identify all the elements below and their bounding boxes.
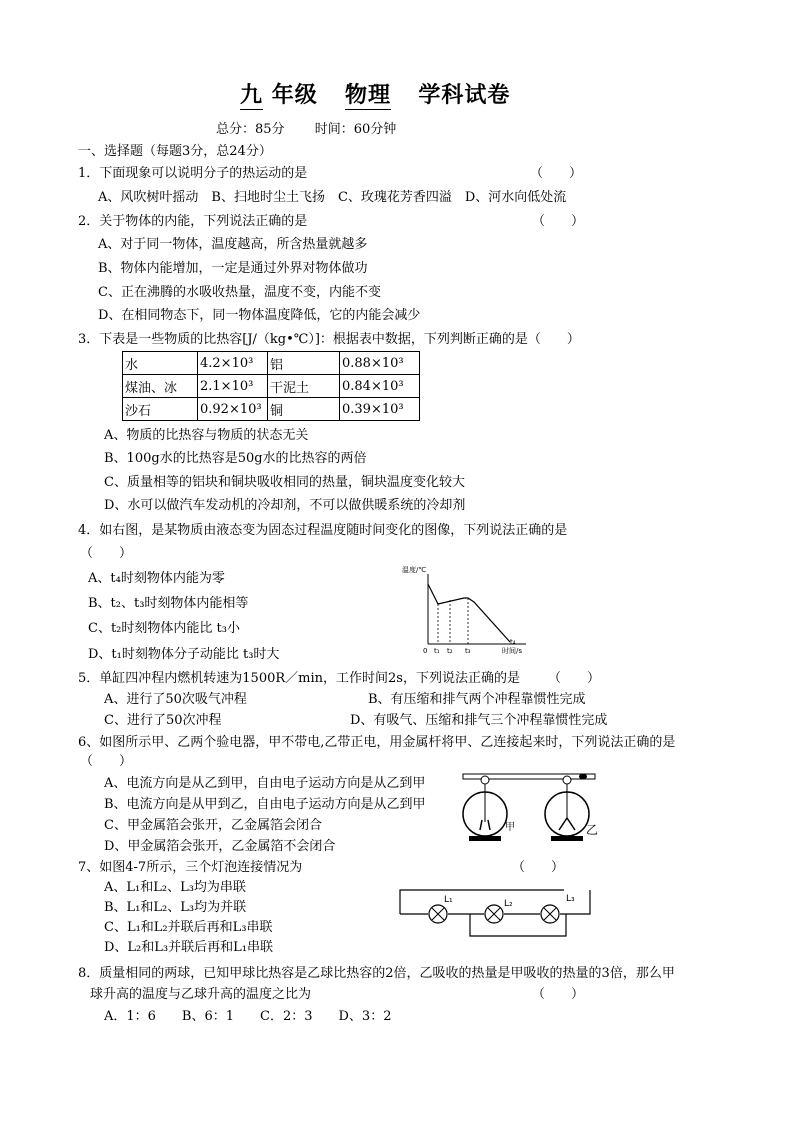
q1-stem: 1．下面现象可以说明分子的热运动的是 — [78, 166, 308, 181]
q2-answer-bracket: （ ） — [532, 214, 585, 229]
graph-ylabel: 温度/℃ — [402, 566, 427, 574]
electroscope-jia-ball — [481, 776, 489, 784]
q8-options: A．1：6 B、6：1 C．2：3 D、3：2 — [104, 1009, 392, 1024]
q3-option-b: B、100g水的比热容是50g水的比热容的两倍 — [104, 451, 367, 466]
q8-stem-continued: 球升高的温度与乙球升高的温度之比为 — [90, 987, 312, 1002]
q6-option-d: D、甲金属箔会张开，乙金属箔不会闭合 — [104, 839, 336, 854]
temperature-curve — [428, 584, 510, 642]
table-cell: 水 — [123, 352, 198, 375]
q8-answer-bracket: （ ） — [532, 987, 585, 1002]
q5-option-b: B、有压缩和排气两个冲程靠惯性完成 — [368, 692, 586, 707]
table-cell: 0.84×10³ — [340, 375, 420, 398]
tick-label: t₃ — [465, 647, 471, 655]
electroscope-yi-base — [551, 836, 583, 841]
label-yi: 乙 — [586, 823, 599, 837]
title-grade-unit: 年级 — [271, 82, 318, 108]
q3-option-a: A、物质的比热容与物质的状态无关 — [104, 428, 309, 443]
q4-option-c: C、t₂时刻物体内能比 t₃小 — [88, 621, 240, 636]
table-row — [123, 398, 420, 421]
specific-heat-table — [122, 351, 420, 421]
q7-stem: 7、如图4-7所示，三个灯泡连接情况为 — [78, 860, 303, 875]
label-jia: 甲 — [505, 822, 515, 833]
q2-option-b: B、物体内能增加，一定是通过外界对物体做功 — [98, 261, 368, 276]
exam-time: 时间：60分钟 — [314, 122, 397, 137]
q3-option-c: C、质量相等的铝块和铜块吸收相同的热量，铜块温度变化较大 — [104, 475, 465, 490]
rod-handle — [579, 774, 587, 780]
q7-option-d: D、L₂和L₃并联后再和L₁串联 — [104, 940, 273, 955]
q2-option-a: A、对于同一物体，温度越高，所含热量就越多 — [98, 237, 368, 252]
q5-stem: 5．单缸四冲程内燃机转速为1500R／min，工作时间2s，下列说法正确的是 — [78, 671, 520, 686]
electroscope-figure — [455, 770, 599, 850]
tick-label: t₁ — [434, 647, 440, 655]
table-cell: 铜 — [268, 398, 340, 421]
q6-option-b: B、电流方向是从甲到乙，自由电子运动方向是从乙到甲 — [104, 797, 426, 812]
tick-label: t₄ — [510, 638, 516, 646]
q7-option-b: B、L₁和L₂、L₃均为并联 — [104, 900, 247, 915]
q5-option-c: C、进行了50次冲程 — [104, 713, 222, 728]
q7-option-c: C、L₁和L₂并联后再和L₃串联 — [104, 920, 273, 935]
q5-option-d: D、有吸气、压缩和排气三个冲程靠惯性完成 — [350, 713, 608, 728]
table-cell: 2.1×10³ — [198, 375, 268, 398]
q6-stem: 6、如图所示甲、乙两个验电器，甲不带电,乙带正电，用金属杆将甲、乙连接起来时，下列说法正确的是 — [78, 735, 676, 750]
table-cell: 4.2×10³ — [198, 352, 268, 375]
lamp-l2-icon — [485, 905, 503, 923]
graph-origin: 0 — [423, 647, 428, 655]
table-row — [123, 352, 420, 375]
exam-info — [216, 118, 396, 137]
title-paper-type: 学科试卷 — [418, 82, 511, 108]
q6-option-a: A、电流方向是从乙到甲，自由电子运动方向是从乙到甲 — [104, 776, 426, 791]
table-cell: 0.92×10³ — [198, 398, 268, 421]
q8-stem: 8．质量相同的两球，已知甲球比热容是乙球比热容的2倍，乙吸收的热量是甲吸收的热量的3倍，那么甲 — [78, 966, 675, 981]
q4-option-a: A、t₄时刻物体内能为零 — [88, 571, 225, 586]
electroscope-yi-ball — [563, 776, 571, 784]
q2-stem: 2．关于物体的内能，下列说法正确的是 — [78, 214, 308, 229]
label-l2: L₂ — [504, 899, 513, 909]
table-cell: 铝 — [268, 352, 340, 375]
lamp-l3-icon — [541, 905, 559, 923]
table-cell: 煤油、冰 — [123, 375, 198, 398]
total-score: 总分：85分 — [216, 122, 285, 137]
q4-option-b: B、t₂、t₃时刻物体内能相等 — [88, 596, 249, 611]
q1-options: A、风吹树叶摇动 B、扫地时尘土飞扬 C、玫瑰花芳香四溢 D、河水向低处流 — [98, 190, 567, 205]
tick-label: t₂ — [447, 647, 453, 655]
q7-option-a: A、L₁和L₂、L₃均为串联 — [104, 880, 246, 895]
q4-stem: 4．如右图，是某物质由液态变为固态过程温度随时间变化的图像，下列说法正确的是 — [78, 523, 568, 538]
q4-answer-bracket: （ ） — [80, 546, 133, 561]
exam-title — [240, 78, 510, 109]
electroscope-jia-base — [469, 836, 501, 841]
table-cell: 0.39×10³ — [340, 398, 420, 421]
label-l1: L₁ — [444, 895, 453, 905]
table-cell: 沙石 — [123, 398, 198, 421]
q6-answer-bracket: （ ） — [80, 754, 133, 769]
title-grade: 九 — [240, 82, 264, 108]
table-row — [123, 375, 420, 398]
q6-option-c: C、甲金属箔会张开，乙金属箔会闭合 — [104, 818, 322, 833]
section-title: 一、选择题（每题3分，总24分） — [78, 144, 272, 159]
q7-answer-bracket: （ ） — [512, 860, 565, 875]
label-l3: L₃ — [566, 894, 575, 904]
title-subject: 物理 — [345, 82, 392, 108]
q3-option-d: D、水可以做汽车发动机的冷却剂，不可以做供暖系统的冷却剂 — [104, 498, 466, 513]
q3-stem: 3．下表是一些物质的比热容[J/（kg•℃）]：根据表中数据，下列判断正确的是（ ） — [78, 332, 580, 347]
q5-option-a: A、进行了50次吸气冲程 — [104, 692, 247, 707]
q4-option-d: D、t₁时刻物体分子动能比 t₃时大 — [88, 647, 280, 662]
q5-answer-bracket: （ ） — [548, 671, 601, 686]
q1-answer-bracket: （ ） — [530, 166, 583, 181]
table-cell: 0.88×10³ — [340, 352, 420, 375]
q2-option-c: C、正在沸腾的水吸收热量，温度不变，内能不变 — [98, 285, 381, 300]
lamp-l1-icon — [429, 905, 447, 923]
lamp-circuit-figure — [396, 884, 596, 940]
cooling-curve-figure — [398, 560, 534, 656]
table-cell: 干泥土 — [268, 375, 340, 398]
q2-option-d: D、在相同物态下，同一物体温度降低，它的内能会减少 — [98, 308, 421, 323]
graph-xlabel: 时间/s — [502, 647, 523, 655]
